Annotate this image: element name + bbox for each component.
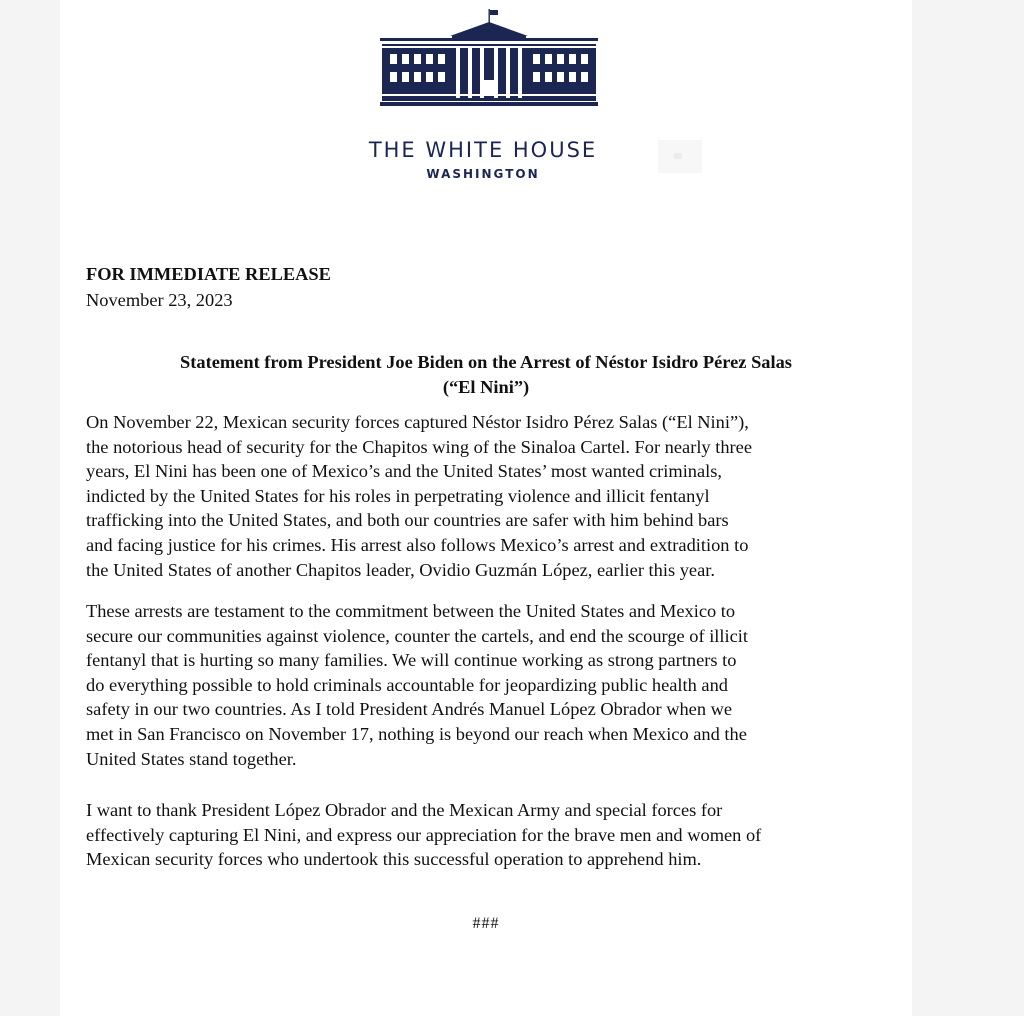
- body-paragraph-1: On November 22, Mexican security forces captured Néstor Isidro Pérez Salas (“El Nini”), the notorious head of security for the Chapitos wing of the Sinaloa Cartel. For nearly three years, El Nini has been one of Mexico’s and the United States’ most wanted criminals, indicted by the United States for his roles in perpetrating violence and illicit fentanyl trafficking into the United States, and both our countries are safer with him behind bars and facing justice for his crimes. His arrest also follows Mexico’s arrest and extradition to the United States of another Chapitos leader, Ovidio Guzmán López, earlier this year.: [86, 412, 752, 580]
- body-paragraph-3: I want to thank President López Obrador and the Mexican Army and special forces for effectively capturing El Nini, and express our appreciation for the brave men and women of Mexican security forces who undertook this successful operation to apprehend him.: [86, 800, 762, 870]
- headline-line-1: Statement from President Joe Biden on the Arrest of Néstor Isidro Pérez Salas: [180, 352, 792, 372]
- body-paragraph-2: These arrests are testament to the commitment between the United States and Mexico to secure our communities against violence, counter the cartels, and end the scourge of illicit fentanyl that is hurting so many families. We will continue working as strong partners to do everything possible to hold criminals accountable for jeopardizing public health and safety in our two countries. As I told President Andrés Manuel López Obrador when we met in San Francisco on November 17, nothing is beyond our reach when Mexico and the United States stand together.: [86, 601, 749, 769]
- release-date: November 23, 2023: [86, 290, 233, 310]
- end-mark: ###: [472, 915, 500, 932]
- organization-location: WASHINGTON: [426, 167, 540, 181]
- organization-name: THE WHITE HOUSE: [368, 138, 598, 162]
- headline-line-2: (“El Nini”): [442, 376, 530, 397]
- white-house-building-icon: [380, 8, 598, 108]
- faint-placeholder-box: [658, 140, 702, 173]
- release-label: FOR IMMEDIATE RELEASE: [86, 264, 331, 284]
- press-release-page: [60, 0, 912, 1016]
- statement-headline: [78, 350, 894, 399]
